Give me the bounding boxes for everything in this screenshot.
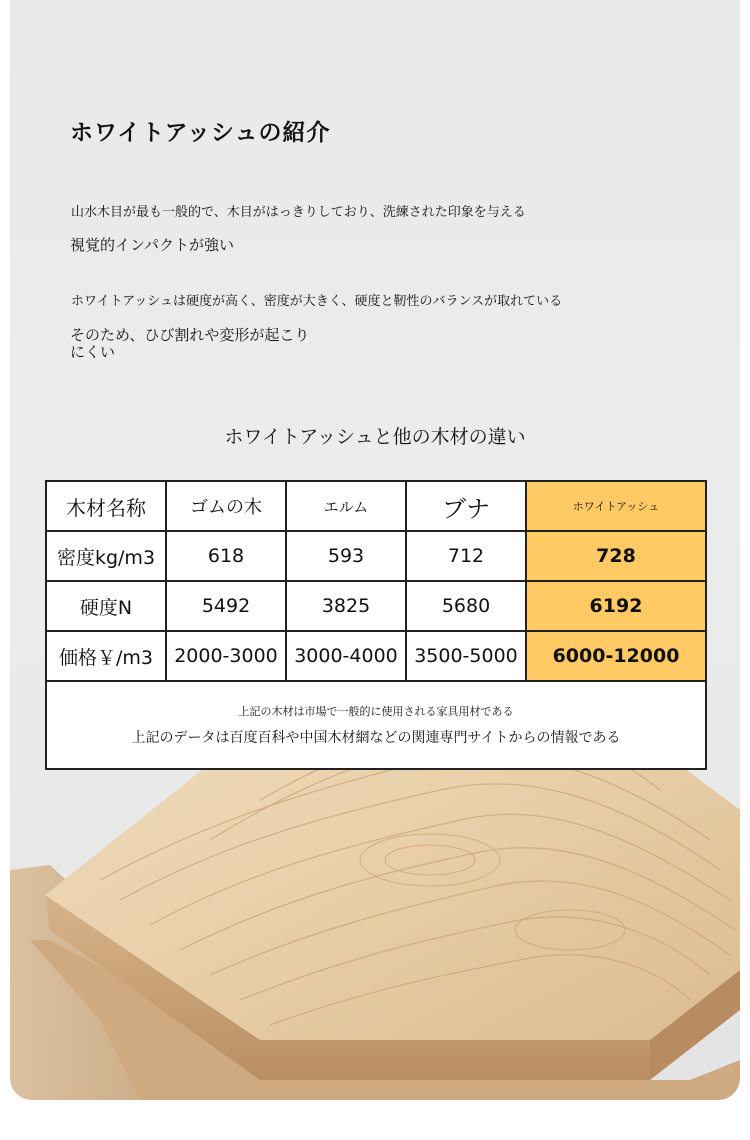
- intro-text-impact: 視覚的インパクトが強い: [70, 236, 234, 254]
- header-wood-name: 木材名称: [46, 481, 166, 531]
- table-header-row: [46, 481, 706, 531]
- row-label-price: 価格￥/m3: [46, 631, 166, 681]
- table-note-row: [46, 681, 706, 769]
- cell-density-elm: 593: [286, 531, 406, 581]
- table-row: [46, 631, 706, 681]
- row-label-hardness: 硬度N: [46, 581, 166, 631]
- cell-price-beech: 3500-5000: [406, 631, 526, 681]
- header-beech: ブナ: [406, 481, 526, 531]
- product-card: [10, 0, 740, 1100]
- comparison-table-wrapper: [45, 480, 707, 770]
- cell-hardness-white-ash: 6192: [526, 581, 706, 631]
- row-label-density: 密度kg/m3: [46, 531, 166, 581]
- cell-hardness-beech: 5680: [406, 581, 526, 631]
- comparison-table: [45, 480, 707, 770]
- header-rubberwood: ゴムの木: [166, 481, 286, 531]
- table-row: [46, 531, 706, 581]
- intro-text-grain: 山水木目が最も一般的で、木目がはっきりしており、洗練された印象を与える: [71, 205, 526, 220]
- cell-price-white-ash: 6000-12000: [526, 631, 706, 681]
- intro-text-hardness: ホワイトアッシュは硬度が高く、密度が大きく、硬度と靭性のバランスが取れている: [71, 294, 563, 309]
- cell-hardness-rubberwood: 5492: [166, 581, 286, 631]
- cell-density-white-ash: 728: [526, 531, 706, 581]
- cell-price-elm: 3000-4000: [286, 631, 406, 681]
- header-elm: エルム: [286, 481, 406, 531]
- cell-density-rubberwood: 618: [166, 531, 286, 581]
- table-note-cell: [46, 681, 706, 769]
- note-common-materials: 上記の木材は市場で一般的に使用される家具用材である: [238, 704, 514, 718]
- table-row: [46, 581, 706, 631]
- intro-title: ホワイトアッシュの紹介: [70, 120, 331, 146]
- header-white-ash: ホワイトアッシュ: [526, 481, 706, 531]
- intro-text-durability: そのため、ひび割れや変形が起こりにくい: [70, 326, 310, 361]
- note-data-source: 上記のデータは百度百科や中国木材網などの関連専門サイトからの情報である: [131, 729, 621, 746]
- comparison-title: ホワイトアッシュと他の木材の違い: [224, 426, 526, 448]
- cell-hardness-elm: 3825: [286, 581, 406, 631]
- cell-density-beech: 712: [406, 531, 526, 581]
- cell-price-rubberwood: 2000-3000: [166, 631, 286, 681]
